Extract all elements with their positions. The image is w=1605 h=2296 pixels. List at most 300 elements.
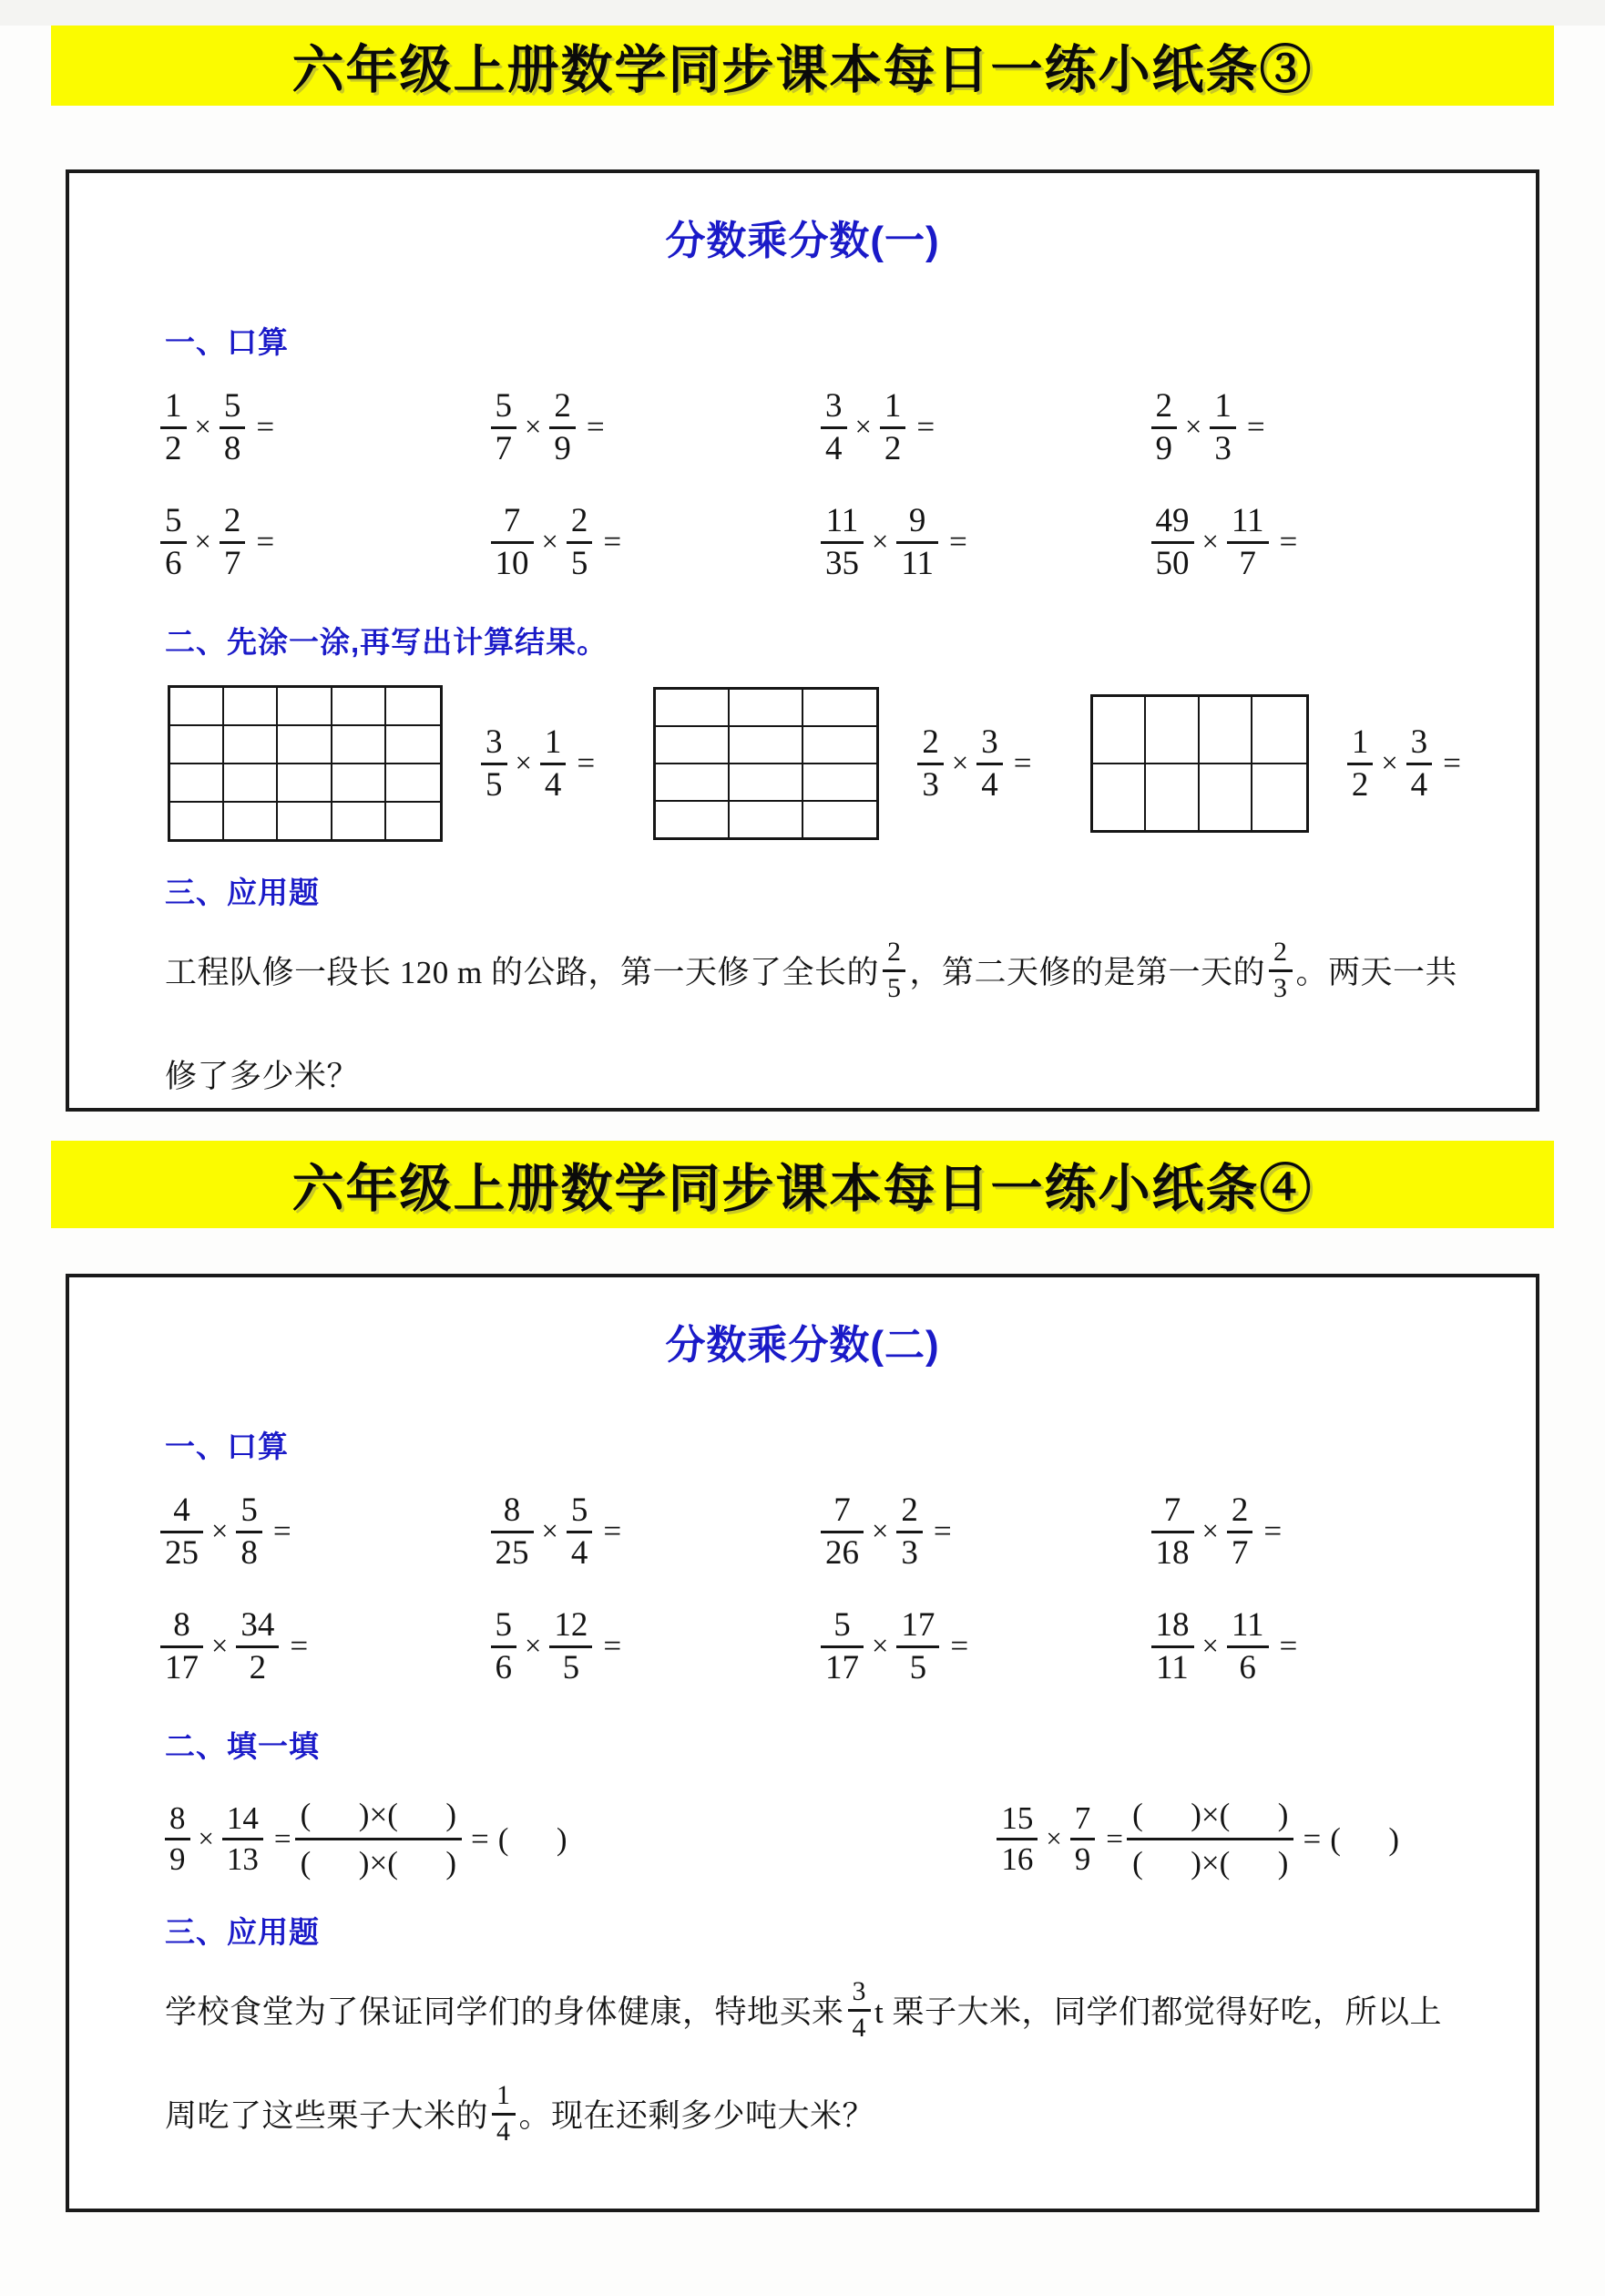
fraction (1406, 725, 1433, 802)
denominator: 11 (1151, 1645, 1194, 1686)
denominator: 6 (1227, 1645, 1269, 1686)
grid-cell (730, 764, 803, 802)
numerator: 8 (173, 1605, 190, 1644)
fraction-expression (1151, 1493, 1283, 1570)
equals-sign: = (1279, 1628, 1298, 1664)
equals-sign: = (933, 1513, 952, 1549)
numerator: 14 (226, 1800, 259, 1837)
blank-denominator: ( )×( ) (295, 1838, 462, 1881)
equals-sign: = (603, 1628, 622, 1664)
numerator: 3 (981, 723, 998, 761)
shading-grid (168, 685, 443, 842)
equals-sign: = (471, 1820, 489, 1857)
blank-denominator: ( )×( ) (1127, 1838, 1293, 1881)
fraction (896, 1605, 939, 1686)
worksheet-1-title: 分数乘分数(一) (665, 219, 940, 263)
denominator: 8 (220, 426, 246, 466)
fraction (1151, 1605, 1194, 1686)
shading-grid (1090, 694, 1309, 833)
oral-problem (491, 1482, 822, 1581)
worksheet-1 (66, 169, 1539, 1112)
denominator: 50 (1151, 541, 1194, 581)
fraction (997, 1802, 1038, 1875)
word-problem-text: t 栗子大米，同学们都觉得好吃，所以上 (874, 1994, 1442, 2030)
denominator: 3 (1210, 426, 1236, 466)
fraction (165, 1802, 190, 1875)
oral-problem (491, 378, 822, 477)
denominator: 5 (883, 969, 906, 1003)
denominator: 26 (821, 1531, 864, 1571)
grid-cell (803, 802, 877, 837)
numerator: 17 (901, 1605, 935, 1644)
fraction-expression (821, 1605, 969, 1686)
numerator: 7 (1163, 1491, 1181, 1529)
word-problem-text: ，第二天修的是第一天的 (909, 955, 1265, 990)
grid-cell (656, 802, 730, 837)
denominator: 3 (917, 763, 944, 803)
fill-in-equation (165, 1797, 567, 1881)
denominator: 5 (549, 1645, 592, 1686)
equals-sign: = (603, 524, 622, 559)
shade-item (168, 685, 595, 842)
grid-cell (170, 726, 224, 764)
fraction-expression (491, 1605, 622, 1686)
fraction (481, 725, 507, 802)
fraction (160, 501, 187, 582)
multiply-sign: × (1185, 410, 1202, 444)
multiply-sign: × (1201, 1514, 1219, 1548)
fraction (848, 1975, 872, 2043)
fraction-expression (160, 1493, 291, 1570)
fraction (567, 1493, 593, 1570)
fraction-expression (491, 386, 605, 467)
numerator: 12 (554, 1605, 588, 1644)
grid-cell (386, 803, 440, 839)
denominator: 7 (491, 426, 517, 466)
oral-problem (160, 378, 491, 477)
worksheet-1-oral-heading: 一、口算 (165, 325, 289, 359)
oral-problem (160, 1482, 491, 1581)
fraction (821, 501, 864, 582)
fraction-expression (1151, 386, 1265, 467)
fraction (160, 1605, 203, 1686)
denominator: 5 (896, 1645, 939, 1686)
fraction-expression (1151, 501, 1298, 582)
fraction (917, 725, 944, 802)
numerator: 5 (240, 1491, 258, 1529)
multiply-sign: × (515, 746, 532, 780)
denominator: 13 (222, 1838, 263, 1876)
multiply-sign: × (541, 1514, 558, 1548)
multiply-sign: × (872, 1629, 889, 1663)
worksheet-page (0, 26, 1605, 2296)
equals-sign: = (256, 524, 275, 559)
grid-cell (386, 764, 440, 803)
numerator: 5 (495, 386, 512, 425)
grid-cell (656, 727, 730, 764)
equals-sign: = (916, 409, 935, 445)
denominator: 4 (821, 426, 847, 466)
grid-cell (170, 688, 224, 726)
blank-fraction (1127, 1797, 1293, 1881)
denominator: 18 (1151, 1531, 1194, 1571)
grid-cell (278, 726, 332, 764)
shading-grid (653, 687, 879, 840)
grid-cell (278, 764, 332, 803)
fraction (236, 1605, 279, 1686)
word-problem-line (165, 1964, 1508, 2055)
denominator: 17 (821, 1645, 864, 1686)
equals-sign: = (1106, 1821, 1124, 1856)
oral-problem (1151, 378, 1482, 477)
numerator: 1 (544, 723, 562, 761)
numerator: 1 (165, 386, 182, 425)
fill-in-equation (997, 1797, 1399, 1881)
numerator: 7 (833, 1491, 851, 1529)
grid-cell (224, 688, 278, 726)
numerator: 5 (570, 1491, 588, 1529)
grid-cell (386, 688, 440, 726)
fraction (1227, 1493, 1253, 1570)
worksheet-1-word-heading: 三、应用题 (165, 876, 320, 909)
worksheet-2-fill-items (165, 1797, 1399, 1881)
blank-result: ( ) (497, 1820, 567, 1857)
oral-problem (821, 493, 1151, 591)
numerator: 3 (825, 386, 843, 425)
equals-sign: = (1246, 409, 1265, 445)
numerator: 11 (1231, 1605, 1264, 1644)
grid-cell (656, 690, 730, 727)
equals-sign: = (290, 1628, 309, 1664)
word-problem-text: 。现在还剩多少吨大米？ (518, 2098, 875, 2134)
fraction-expression (821, 386, 935, 467)
blank-numerator: ( )×( ) (300, 1797, 457, 1832)
grid-cell (803, 690, 877, 727)
oral-problem (1151, 1597, 1482, 1696)
denominator: 5 (481, 763, 507, 803)
denominator: 3 (1269, 969, 1293, 1003)
word-problem-line (165, 925, 1508, 1016)
denominator: 25 (491, 1531, 534, 1571)
numerator: 3 (852, 1975, 867, 2006)
numerator: 5 (833, 1605, 851, 1644)
numerator: 3 (1410, 723, 1428, 761)
blank-result: ( ) (1330, 1820, 1399, 1857)
fraction (1151, 501, 1194, 582)
oral-problem (1151, 1482, 1482, 1581)
equals-sign: = (1279, 524, 1298, 559)
numerator: 2 (1155, 386, 1172, 425)
grid-cell (224, 803, 278, 839)
denominator: 3 (896, 1531, 923, 1571)
numerator: 11 (825, 501, 859, 539)
fraction (1070, 1802, 1096, 1875)
shade-item (653, 687, 1031, 840)
equals-sign: = (256, 409, 275, 445)
numerator: 7 (503, 501, 521, 539)
numerator: 15 (1001, 1800, 1034, 1837)
fraction-expression (491, 1493, 622, 1570)
numerator: 4 (173, 1491, 190, 1529)
numerator: 2 (223, 501, 241, 539)
numerator: 2 (901, 1491, 918, 1529)
numerator: 2 (570, 501, 588, 539)
numerator: 2 (922, 723, 939, 761)
denominator: 9 (549, 426, 576, 466)
denominator: 10 (491, 541, 534, 581)
fraction (567, 501, 593, 582)
fraction-expression (491, 501, 622, 582)
fraction-expression (160, 1605, 309, 1686)
fraction (220, 386, 246, 467)
oral-problem (491, 1597, 822, 1696)
word-problem-text: 。两天一共 (1295, 955, 1458, 990)
denominator: 4 (848, 2009, 872, 2043)
equals-sign: = (950, 1628, 969, 1664)
fraction (491, 386, 517, 467)
fraction (549, 1605, 592, 1686)
multiply-sign: × (951, 746, 969, 780)
blank-numerator: ( )×( ) (1132, 1797, 1289, 1832)
fraction (896, 1493, 923, 1570)
denominator: 4 (567, 1531, 593, 1571)
grid-cell (170, 803, 224, 839)
multiply-sign: × (211, 1514, 229, 1548)
oral-problem (1151, 493, 1482, 591)
fraction (883, 938, 906, 1002)
grid-cell (278, 688, 332, 726)
denominator: 17 (160, 1645, 203, 1686)
fraction-expression (160, 501, 275, 582)
numerator: 5 (165, 501, 182, 539)
denominator: 4 (492, 2113, 516, 2147)
worksheet-2-title: 分数乘分数(二) (665, 1323, 940, 1368)
denominator: 35 (821, 541, 864, 581)
grid-cell (1093, 764, 1147, 830)
grid-cell (1252, 697, 1306, 764)
fraction-expression (821, 1493, 952, 1570)
fraction (1269, 938, 1293, 1002)
grid-cell (803, 764, 877, 802)
banner-2-title: 六年级上册数学同步课本每日一练小纸条④ (291, 1160, 1314, 1218)
equals-sign: = (577, 745, 596, 781)
grid-cell (332, 803, 386, 839)
numerator: 18 (1155, 1605, 1190, 1644)
fraction-expression (160, 386, 275, 467)
denominator: 2 (236, 1645, 279, 1686)
worksheet-2-word-heading: 三、应用题 (165, 1915, 320, 1949)
numerator: 1 (1214, 386, 1232, 425)
grid-cell (1146, 764, 1200, 830)
word-problem-text: 工程队修一段长 120 m 的公路，第一天修了全长的 (165, 955, 879, 990)
worksheet-2 (66, 1274, 1539, 2212)
fraction-expression (481, 725, 595, 802)
numerator: 8 (503, 1491, 521, 1529)
denominator: 7 (220, 541, 246, 581)
oral-problem (821, 1482, 1151, 1581)
grid-cell (730, 727, 803, 764)
fraction (492, 2079, 516, 2147)
fraction (549, 386, 576, 467)
denominator: 7 (1227, 541, 1269, 581)
multiply-sign: × (541, 525, 558, 559)
word-problem-line (165, 1029, 1508, 1112)
grid-cell (1093, 697, 1147, 764)
fraction (1151, 1493, 1194, 1570)
denominator: 9 (165, 1838, 190, 1876)
denominator: 9 (1151, 426, 1178, 466)
numerator: 3 (486, 723, 503, 761)
worksheet-1-oral-problems (160, 378, 1481, 591)
denominator: 2 (160, 426, 187, 466)
shade-item (1090, 694, 1461, 833)
grid-cell (170, 764, 224, 803)
equals-sign: = (1443, 745, 1461, 781)
equals-sign: = (1263, 1513, 1283, 1549)
grid-cell (332, 764, 386, 803)
denominator: 11 (896, 541, 938, 581)
grid-cell (730, 802, 803, 837)
fraction (821, 386, 847, 467)
numerator: 7 (1074, 1800, 1091, 1837)
word-problem-text: 学校食堂为了保证同学们的身体健康，特地买来 (165, 1994, 844, 2030)
denominator: 25 (160, 1531, 203, 1571)
equals-sign: = (273, 1821, 291, 1856)
denominator: 4 (1406, 763, 1433, 803)
fraction (540, 725, 567, 802)
multiply-sign: × (1201, 525, 1219, 559)
numerator: 5 (495, 1605, 512, 1644)
fraction (160, 1493, 203, 1570)
grid-cell (224, 726, 278, 764)
grid-cell (1146, 697, 1200, 764)
equals-sign: = (272, 1513, 291, 1549)
fraction (821, 1605, 864, 1686)
oral-problem (821, 378, 1151, 477)
oral-problem (491, 493, 822, 591)
denominator: 5 (567, 541, 593, 581)
blank-fraction (295, 1797, 462, 1881)
worksheet-2-word-problem (165, 1964, 1508, 2159)
numerator: 5 (223, 386, 241, 425)
numerator: 34 (240, 1605, 275, 1644)
equals-sign: = (1303, 1820, 1322, 1857)
banner-1 (51, 26, 1554, 106)
multiply-sign: × (854, 410, 872, 444)
oral-problem (821, 1597, 1151, 1696)
denominator: 2 (1347, 763, 1374, 803)
word-problem-text: 修了多少米？ (165, 1059, 360, 1094)
equals-sign: = (586, 409, 605, 445)
grid-cell (1200, 764, 1253, 830)
numerator: 9 (908, 501, 926, 539)
fraction-expression (821, 501, 967, 582)
numerator: 1 (1351, 723, 1369, 761)
denominator: 16 (997, 1838, 1038, 1876)
worksheet-1-word-problem (165, 925, 1508, 1112)
multiply-sign: × (194, 525, 211, 559)
fraction (821, 1493, 864, 1570)
worksheet-2-oral-problems (160, 1482, 1481, 1696)
fraction (1151, 386, 1178, 467)
multiply-sign: × (1046, 1823, 1062, 1854)
multiply-sign: × (872, 525, 889, 559)
denominator: 4 (976, 763, 1003, 803)
grid-cell (332, 688, 386, 726)
numerator: 11 (1231, 501, 1264, 539)
denominator: 9 (1070, 1838, 1096, 1876)
worksheet-1-shade-heading: 二、先涂一涂,再写出计算结果。 (165, 625, 608, 659)
grid-cell (386, 726, 440, 764)
fraction (896, 501, 938, 582)
multiply-sign: × (1381, 746, 1398, 780)
denominator: 6 (160, 541, 187, 581)
fraction (220, 501, 246, 582)
banner-2 (51, 1141, 1554, 1228)
fraction-expression (1347, 725, 1461, 802)
oral-problem (160, 493, 491, 591)
fraction-expression (1151, 1605, 1298, 1686)
denominator: 4 (540, 763, 567, 803)
fraction (222, 1802, 263, 1875)
denominator: 2 (880, 426, 906, 466)
fraction (1347, 725, 1374, 802)
fraction (236, 1493, 262, 1570)
fraction (491, 1605, 517, 1686)
fraction (1210, 386, 1236, 467)
denominator: 6 (491, 1645, 517, 1686)
grid-cell (224, 764, 278, 803)
fraction-expression (917, 725, 1031, 802)
worksheet-2-fill-heading: 二、填一填 (165, 1729, 320, 1763)
numerator: 8 (169, 1800, 186, 1837)
grid-cell (1252, 764, 1306, 830)
multiply-sign: × (211, 1629, 229, 1663)
numerator: 2 (886, 936, 902, 967)
numerator: 49 (1155, 501, 1190, 539)
fraction (160, 386, 187, 467)
fraction-expression (165, 1802, 291, 1875)
fraction (491, 501, 534, 582)
grid-cell (278, 803, 332, 839)
multiply-sign: × (194, 410, 211, 444)
fraction (976, 725, 1003, 802)
word-problem-line (165, 2068, 1508, 2159)
equals-sign: = (949, 524, 967, 559)
worksheet-1-shade-items (168, 685, 1461, 842)
multiply-sign: × (525, 410, 542, 444)
multiply-sign: × (198, 1823, 214, 1854)
numerator: 2 (554, 386, 571, 425)
oral-problem (160, 1597, 491, 1696)
banner-1-title: 六年级上册数学同步课本每日一练小纸条③ (291, 41, 1314, 99)
numerator: 1 (496, 2079, 511, 2110)
numerator: 2 (1273, 936, 1288, 967)
grid-cell (656, 764, 730, 802)
fraction (491, 1493, 534, 1570)
denominator: 8 (236, 1531, 262, 1571)
equals-sign: = (1013, 745, 1032, 781)
multiply-sign: × (525, 1629, 542, 1663)
fraction (880, 386, 906, 467)
grid-cell (1200, 697, 1253, 764)
numerator: 1 (884, 386, 902, 425)
grid-cell (730, 690, 803, 727)
multiply-sign: × (1201, 1629, 1219, 1663)
denominator: 7 (1227, 1531, 1253, 1571)
fraction (1227, 501, 1269, 582)
fraction (1227, 1605, 1269, 1686)
